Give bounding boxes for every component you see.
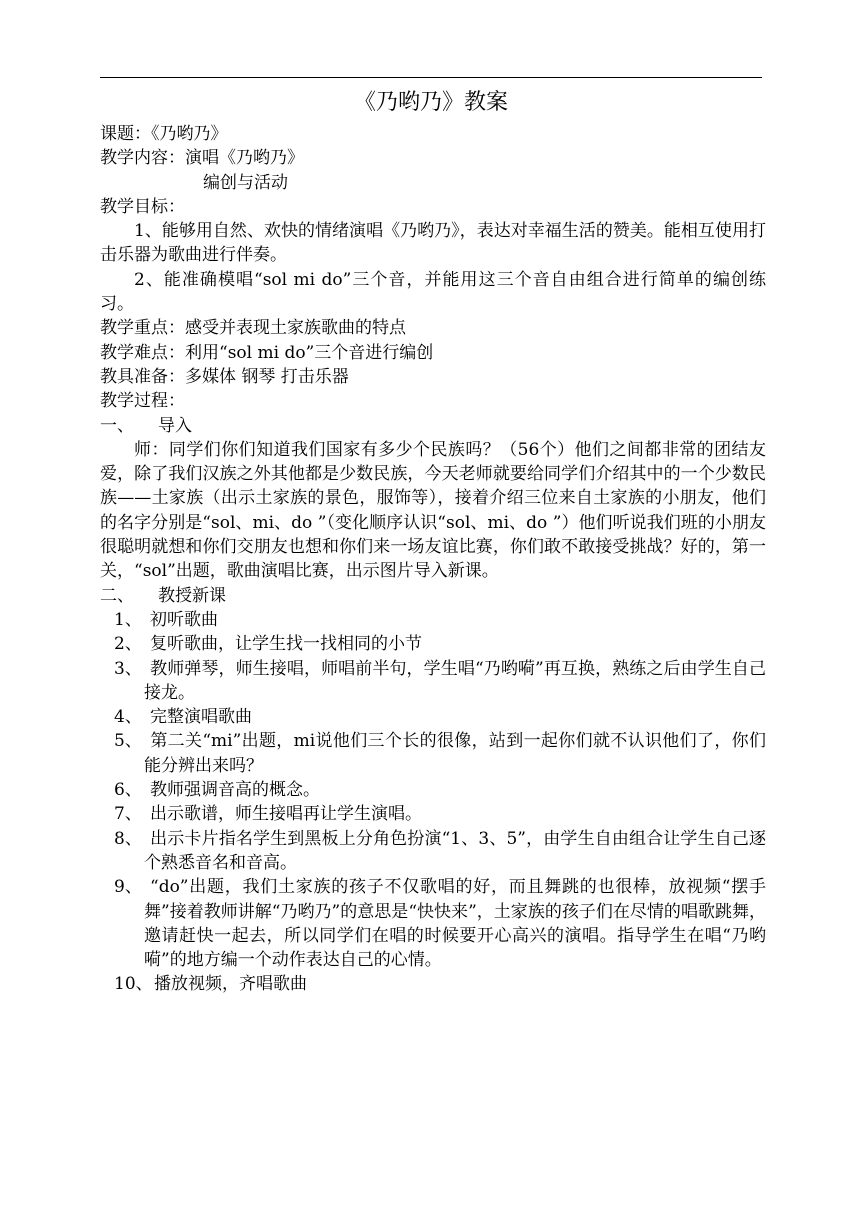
list-item-number: 9、 [114,877,142,898]
section-1-number: 一、 [100,415,134,436]
tools-line: 教具准备：多媒体 钢琴 打击乐器 [100,366,349,387]
list-item-text: 第二关“mi”出题，mi说他们三个长的很像，站到一起你们就不认识他们了，你们能分辨出来吗？ [144,731,766,776]
list-item-number: 2、 [114,634,142,655]
goal-1: 1、能够用自然、欢快的情绪演唱《乃哟乃》，表达对幸福生活的赞美。能相互使用打击乐器为歌曲进行伴奏。 [100,221,766,266]
content-line: 教学内容：演唱《乃哟乃》 [100,148,304,169]
section-1-title: 导入 [158,415,192,436]
topic-line: 课题：《乃哟乃》 [100,124,228,144]
section-1-heading [100,414,766,438]
section-2-title: 教授新课 [158,585,226,606]
document-title: 《乃哟乃》教案 [353,90,508,115]
list-item [100,778,766,802]
list-item [100,875,766,972]
difficulty-line: 教学难点：利用“sol mi do”三个音进行编创 [100,342,434,363]
list-item-text: 出示卡片指名学生到黑板上分角色扮演“1、3、5”，由学生自由组合让学生自己逐个熟悉音名和音高。 [144,828,766,873]
list-item-text: “do”出题，我们土家族的孩子不仅歌唱的好，而且舞跳的也很棒，放视频“摆手舞”接着教师讲解“乃哟乃”的意思是“快快来”，土家族的孩子们在尽情的唱歌跳舞，邀请赶快一起去，所以同学们在唱的时候要开心高兴的演唱。指导学生在唱“乃哟嗬”的地方编一个动作表达自己的心情。 [144,877,766,971]
list-item-number: 6、 [114,780,142,801]
list-item [100,608,766,632]
list-item-text: 初听歌曲 [150,609,218,630]
document-body [100,122,766,997]
content-line-2: 编创与活动 [203,172,288,193]
list-item [100,729,766,778]
goal-2: 2、能准确模唱“sol mi do”三个音，并能用这三个音自由组合进行简单的编创练习。 [100,269,766,315]
list-item [100,802,766,826]
list-item-text: 播放视频，齐唱歌曲 [154,974,307,995]
list-item [100,705,766,729]
list-item [100,632,766,656]
list-item-number: 10、 [114,974,153,995]
goals-heading: 教学目标： [100,196,185,217]
header-rule [100,77,762,78]
list-item-text: 教师强调音高的概念。 [150,780,320,801]
section-2-number: 二、 [100,585,134,606]
list-item-number: 4、 [114,707,142,728]
key-point-line: 教学重点：感受并表现土家族歌曲的特点 [100,318,406,339]
list-item-text: 复听歌曲，让学生找一找相同的小节 [150,634,422,655]
process-heading: 教学过程： [100,391,185,412]
list-item-text: 教师弹琴，师生接唱，师唱前半句，学生唱“乃哟嗬”再互换，熟练之后由学生自己接龙。 [144,658,766,703]
list-item-number: 5、 [114,731,142,752]
section-2-heading [100,584,766,608]
list-item-number: 7、 [114,804,142,825]
list-item-number: 1、 [114,609,142,630]
list-item-text: 完整演唱歌曲 [150,707,252,728]
list-item-text: 出示歌谱，师生接唱再让学生演唱。 [150,804,422,825]
list-item-number: 8、 [114,828,142,849]
list-item [100,657,766,706]
intro-paragraph: 师：同学们你们知道我们国家有多少个民族吗？（56个）他们之间都非常的团结友爱，除了我们汉族之外其他都是少数民族，今天老师就要给同学们介绍其中的一个少数民族——土家族（出示土家族的景色，服饰等），接着介绍三位来自土家族的小朋友，他们的名字分别是“sol、mi、do ”（变化顺序认识“sol、mi、do ”）他们听说我们班的小朋友很聪明就想和你们交朋友也想和你们来一场友谊比赛，你们敢不敢接受挑战？好的，第一关，“sol”出题，歌曲演唱比赛，出示图片导入新课。 [100,439,766,582]
list-item [100,972,766,996]
list-item-number: 3、 [114,658,142,679]
list-item [100,827,766,876]
